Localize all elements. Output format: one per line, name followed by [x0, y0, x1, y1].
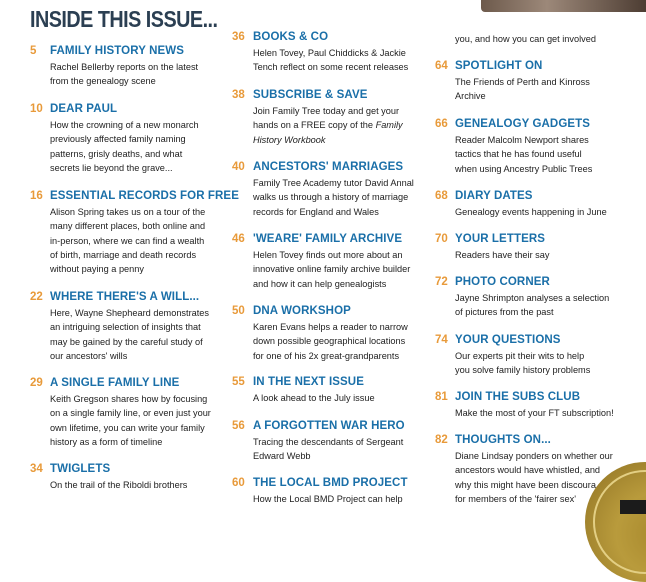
- description-line: why this might have been discoura: [455, 479, 596, 490]
- page-number: 29: [30, 377, 43, 389]
- page-number: 64: [435, 60, 448, 72]
- description-line: history as a form of timeline: [50, 436, 163, 447]
- page-number: 60: [232, 477, 245, 489]
- page-number: 50: [232, 305, 245, 317]
- description-line: A look ahead to the July issue: [253, 393, 375, 403]
- description-line: Keith Gregson shares how by focusing: [50, 394, 208, 404]
- description-line: our ancestors' wills: [50, 350, 128, 361]
- description-line: patterns, grisly deaths, and what: [50, 148, 183, 159]
- description-line: Genealogy events happening in June: [455, 207, 607, 217]
- entry-description: [253, 104, 403, 147]
- description-line: History Workbook: [253, 134, 326, 145]
- dark-corner-decoration: [620, 500, 646, 514]
- entry-description: [50, 478, 187, 492]
- entry-title: 'WEARE' FAMILY ARCHIVE: [253, 233, 403, 245]
- description-line: for one of his 2x great-grandparents: [253, 350, 400, 361]
- description-line: Jayne Shrimpton analyses a selection: [455, 293, 610, 303]
- page-number: 34: [30, 463, 43, 475]
- entry-description: [455, 449, 613, 506]
- entry-title: ANCESTORS' MARRIAGES: [253, 161, 404, 173]
- entry-title: THE LOCAL BMD PROJECT: [253, 477, 408, 489]
- page-number: 81: [435, 391, 448, 403]
- entry-title: SUBSCRIBE & SAVE: [253, 89, 368, 101]
- description-line: in-person, where we can find a wealth: [50, 235, 205, 246]
- description-line: The Friends of Perth and Kinross: [455, 77, 590, 87]
- description-line: when using Ancestry Public Trees: [455, 163, 593, 174]
- entry-title: IN THE NEXT ISSUE: [253, 376, 364, 388]
- entry-description: [50, 118, 199, 175]
- page-number: 40: [232, 161, 245, 173]
- page-number: 46: [232, 233, 245, 245]
- entry-title: BOOKS & CO: [253, 31, 329, 43]
- entry-title: THOUGHTS ON...: [455, 434, 551, 446]
- entry-description: [455, 406, 614, 420]
- page-number: 22: [30, 291, 43, 303]
- entry-description: [253, 320, 408, 363]
- description-line: Karen Evans helps a reader to narrow: [253, 322, 408, 332]
- description-line: of pictures from the past: [455, 307, 554, 318]
- entry-description: [253, 248, 410, 291]
- description-line: Join Family Tree today and get your: [253, 106, 400, 116]
- entry-title: A FORGOTTEN WAR HERO: [253, 420, 405, 432]
- description-line: Reader Malcolm Newport shares: [455, 135, 589, 145]
- description-line: Tench reflect on some recent releases: [253, 62, 409, 73]
- entry-description: [455, 205, 607, 219]
- page-number: 72: [435, 276, 448, 288]
- entry-description: [253, 46, 408, 75]
- description-line: you solve family history problems: [455, 365, 591, 376]
- entry-title: DNA WORKSHOP: [253, 305, 351, 317]
- description-line: On the trail of the Riboldi brothers: [50, 480, 188, 490]
- description-line: Edward Webb: [253, 451, 311, 462]
- entry-title: FAMILY HISTORY NEWS: [50, 45, 184, 57]
- entry-title: SPOTLIGHT ON: [455, 60, 543, 72]
- page-number: 66: [435, 118, 448, 130]
- description-line: Our experts pit their wits to help: [455, 351, 585, 361]
- description-line: for members of the 'fairer sex': [455, 493, 576, 504]
- page-number: 5: [30, 45, 37, 57]
- description-line: on a single family line, or even just your: [50, 408, 211, 419]
- entry-description: [455, 75, 590, 104]
- description-line: you, and how you can get involved: [455, 34, 596, 44]
- entry-title: DIARY DATES: [455, 190, 533, 202]
- description-line: Family Tree Academy tutor David Annal: [253, 178, 414, 188]
- entry-description: [50, 306, 209, 363]
- page-number: 68: [435, 190, 448, 202]
- entry-title: YOUR LETTERS: [455, 233, 546, 245]
- description-line: own lifetime, you can write your family: [50, 422, 205, 433]
- description-line: down possible geographical locations: [253, 336, 406, 347]
- entry-description: [50, 60, 198, 89]
- page-number: 56: [232, 420, 245, 432]
- entry-description: [253, 492, 403, 506]
- description-line: Diane Lindsay ponders on whether our: [455, 451, 613, 461]
- entry-title: TWIGLETS: [50, 463, 111, 475]
- description-line: How the Local BMD Project can help: [253, 494, 403, 504]
- entry-description: [253, 176, 414, 219]
- corner-photo: [481, 0, 646, 12]
- entry-description: [455, 32, 596, 46]
- page-number: 70: [435, 233, 448, 245]
- description-line: How the crowning of a new monarch: [50, 120, 199, 130]
- description-line: secrets lie beyond the grave...: [50, 162, 173, 173]
- entry-description: [50, 205, 205, 276]
- description-line: Rachel Bellerby reports on the latest: [50, 62, 199, 72]
- description-line: Tracing the descendants of Sergeant: [253, 437, 404, 447]
- entry-title: PHOTO CORNER: [455, 276, 550, 288]
- description-line: walks us through a history of marriage: [253, 192, 409, 203]
- page-number: 16: [30, 190, 43, 202]
- entry-title: DEAR PAUL: [50, 103, 118, 115]
- description-line: Readers have their say: [455, 250, 550, 260]
- page-number: 38: [232, 89, 245, 101]
- entry-description: [455, 349, 590, 378]
- description-line: without paying a penny: [50, 264, 144, 275]
- entry-description: [455, 133, 592, 176]
- page-number: 82: [435, 434, 448, 446]
- description-line: may be gained by the careful study of: [50, 336, 203, 347]
- description-line: Alison Spring takes us on a tour of the: [50, 207, 206, 217]
- description-line: an intriguing selection of insights that: [50, 322, 201, 333]
- description-line: and how it can help genealogists: [253, 278, 387, 289]
- page-number: 10: [30, 103, 43, 115]
- entry-title: GENEALOGY GADGETS: [455, 118, 591, 130]
- description-line: Archive: [455, 91, 486, 102]
- page-number: 36: [232, 31, 245, 43]
- entry-title: WHERE THERE'S A WILL...: [50, 291, 200, 303]
- description-line: hands on a FREE copy of the Family: [253, 120, 403, 131]
- entry-description: [455, 291, 609, 320]
- page-number: 74: [435, 334, 448, 346]
- description-line: records for England and Wales: [253, 206, 379, 217]
- description-line: tactics that he has found useful: [455, 149, 582, 160]
- entry-description: [455, 248, 549, 262]
- description-line: Make the most of your FT subscription!: [455, 408, 614, 418]
- page-title: INSIDE THIS ISSUE...: [30, 6, 218, 32]
- entry-title: A SINGLE FAMILY LINE: [50, 377, 180, 389]
- description-line: Helen Tovey finds out more about an: [253, 250, 403, 260]
- description-line: previously affected family naming: [50, 134, 186, 145]
- description-line: Here, Wayne Shepheard demonstrates: [50, 308, 209, 318]
- description-line: innovative online family archive builder: [253, 264, 411, 275]
- entry-title: JOIN THE SUBS CLUB: [455, 391, 581, 403]
- description-line: ancestors would have whistled, and: [455, 465, 601, 476]
- entry-title: ESSENTIAL RECORDS FOR FREE: [50, 190, 239, 202]
- description-line: Helen Tovey, Paul Chiddicks & Jackie: [253, 48, 406, 58]
- page-number: 55: [232, 376, 245, 388]
- entry-description: [253, 391, 375, 405]
- entry-description: [50, 392, 211, 449]
- entry-title: YOUR QUESTIONS: [455, 334, 561, 346]
- description-line: many different places, both online and: [50, 221, 206, 232]
- entry-description: [253, 435, 403, 464]
- description-line: from the genealogy scene: [50, 76, 156, 87]
- description-line: of birth, marriage and death records: [50, 249, 197, 260]
